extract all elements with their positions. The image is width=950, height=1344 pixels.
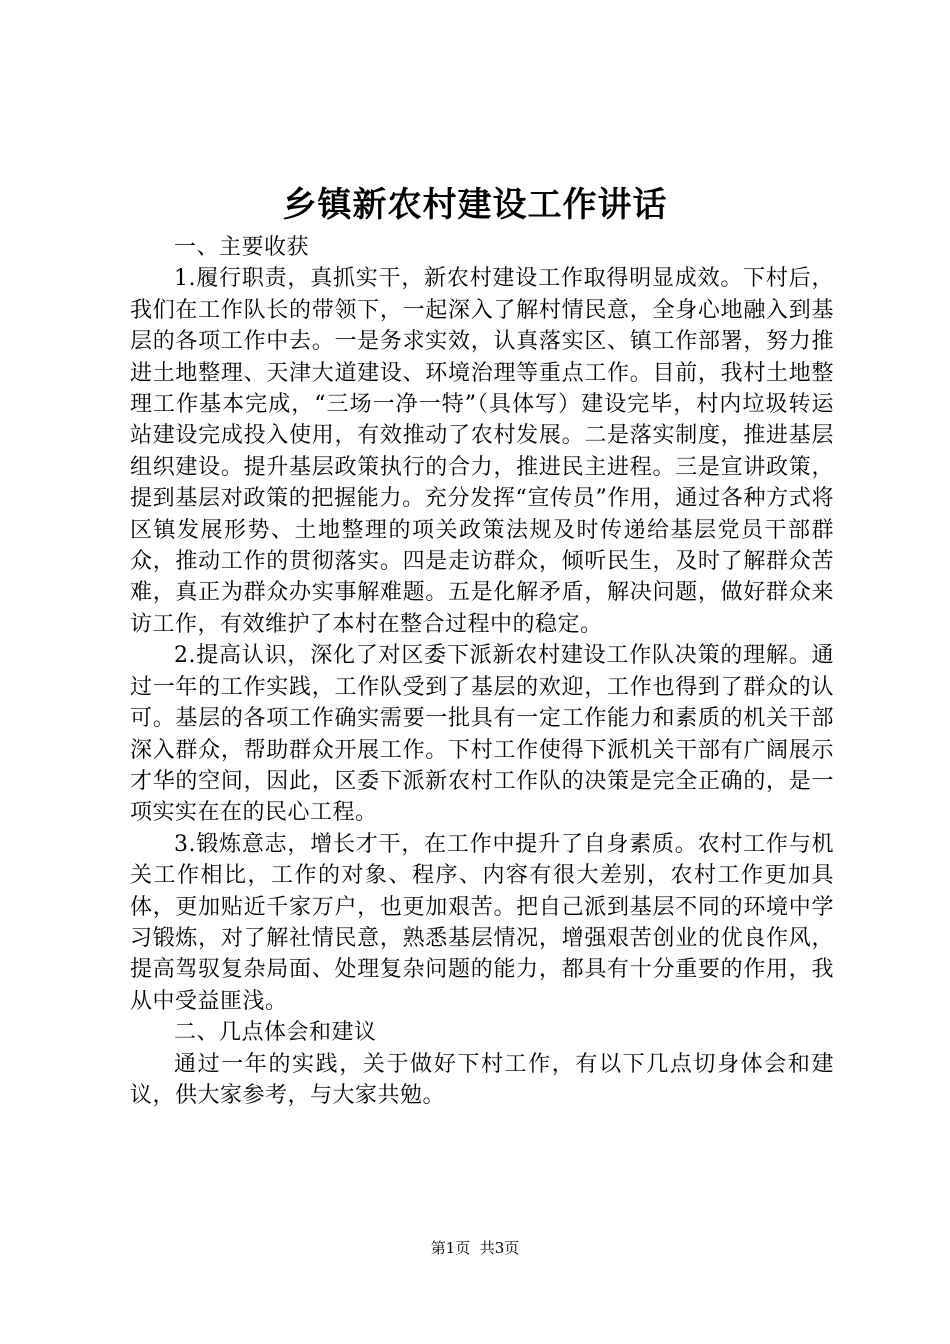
paragraph-item-3: 3.锻炼意志，增长才干，在工作中提升了自身素质。农村工作与机关工作相比，工作的对象、程序、内容有很大差别，农村工作更加具体，更加贴近千家万户，也更加艰苦。把自己派到基层不同的环境中学习锻炼，对了解社情民意，熟悉基层情况，增强艰苦创业的优良作风，提高驾驭复杂局面、处理复杂问题的能力，都具有十分重要的作用，我从中受益匪浅。 (130, 831, 834, 1014)
paragraph-item-2: 2.提高认识，深化了对区委下派新农村建设工作队决策的理解。通过一年的工作实践，工作队受到了基层的欢迎，工作也得到了群众的认可。基层的各项工作确实需要一批具有一定工作能力和素质的机关干部深入群众，帮助群众开展工作。下村工作使得下派机关干部有广阔展示才华的空间，因此，区委下派新农村工作队的决策是完全正确的，是一项实实在在的民心工程。 (130, 643, 834, 826)
document-body (130, 232, 834, 1111)
section-heading-experience-suggestions: 二、几点体会和建议 (174, 1020, 377, 1046)
page-number-label: 第1页 共3页 (430, 1239, 520, 1257)
document-title: 乡镇新农村建设工作讲话 (282, 185, 668, 225)
paragraph-closing: 通过一年的实践，关于做好下村工作，有以下几点切身体会和建议，供大家参考，与大家共勉。 (130, 1051, 834, 1108)
page-footer (0, 1238, 950, 1258)
paragraph-item-1: 1.履行职责，真抓实干，新农村建设工作取得明显成效。下村后，我们在工作队长的带领下，一起深入了解村情民意，全身心地融入到基层的各项工作中去。一是务求实效，认真落实区、镇工作部署，努力推进土地整理、天津大道建设、环境治理等重点工作。目前，我村土地整理工作基本完成，“三场一净一特”（具体写）建设完毕，村内垃圾转运站建设完成投入使用，有效推动了农村发展。二是落实制度，推进基层组织建设。提升基层政策执行的合力，推进民主进程。三是宣讲政策，提到基层对政策的把握能力。充分发挥“宣传员”作用，通过各种方式将区镇发展形势、土地整理的项关政策法规及时传递给基层党员干部群众，推动工作的贯彻落实。四是走访群众，倾听民生，及时了解群众苦难，真正为群众办实事解难题。五是化解矛盾，解决问题，做好群众来访工作，有效维护了本村在整合过程中的稳定。 (130, 266, 834, 637)
section-heading-main-gains: 一、主要收获 (174, 235, 310, 260)
